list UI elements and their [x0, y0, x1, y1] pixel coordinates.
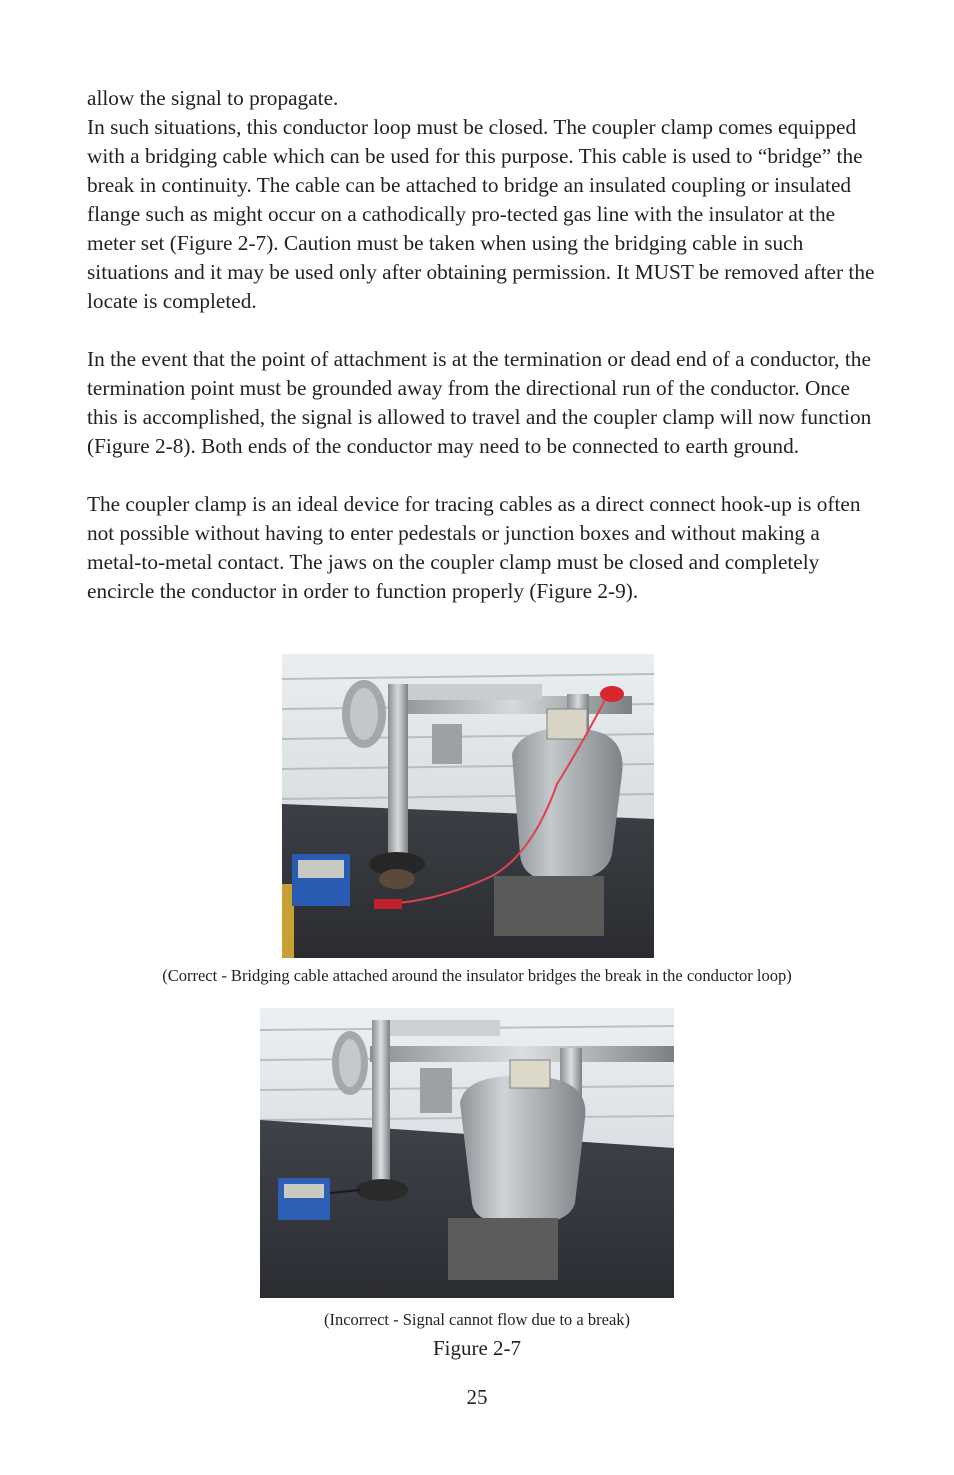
paragraph-3: In the event that the point of attachment is at the termination or dead end of a conductor, the termination point must be grounded away from the directional run of the conductor. Once this is accomplished, the signal is allowed to travel and the coupler clamp will now function (Figure 2-8). Both ends of the conductor may need to be connected to earth ground. [87, 347, 872, 458]
caption-correct: (Correct - Bridging cable attached around the insulator bridges the break in the conductor loop) [162, 966, 792, 985]
page-number: 25 [466, 1385, 488, 1409]
paragraph-2: In such situations, this conductor loop must be closed. The coupler clamp comes equipped with a bridging cable which can be used for this purpose. This cable is used to “bridge” the break in continuity. The cable can be attached to bridge an insulated coupling or insulated flange such as might occur on a cathodically pro-tected gas line with the insulator at the meter set (Figure 2-7). Caution must be taken when using the bridging cable in such situations and it may be used only after obtaining permission. It MUST be removed after the locate is completed. [87, 115, 875, 313]
caption-incorrect: (Incorrect - Signal cannot flow due to a break) [323, 1310, 631, 1329]
paragraph-1: allow the signal to propagate. [87, 86, 339, 110]
photo-incorrect-no-bridge [260, 1008, 674, 1298]
paragraph-4: The coupler clamp is an ideal device for tracing cables as a direct connect hook-up is often not possible without having to enter pedestals or junction boxes and without making a metal-to-metal contact. The jaws on the coupler clamp must be closed and completely encircle the conductor in order to function properly (Figure 2-9). [87, 492, 861, 603]
photo-correct-bridging-cable [282, 654, 654, 958]
body-text [87, 84, 877, 606]
figure-label: Figure 2-7 [432, 1336, 522, 1360]
